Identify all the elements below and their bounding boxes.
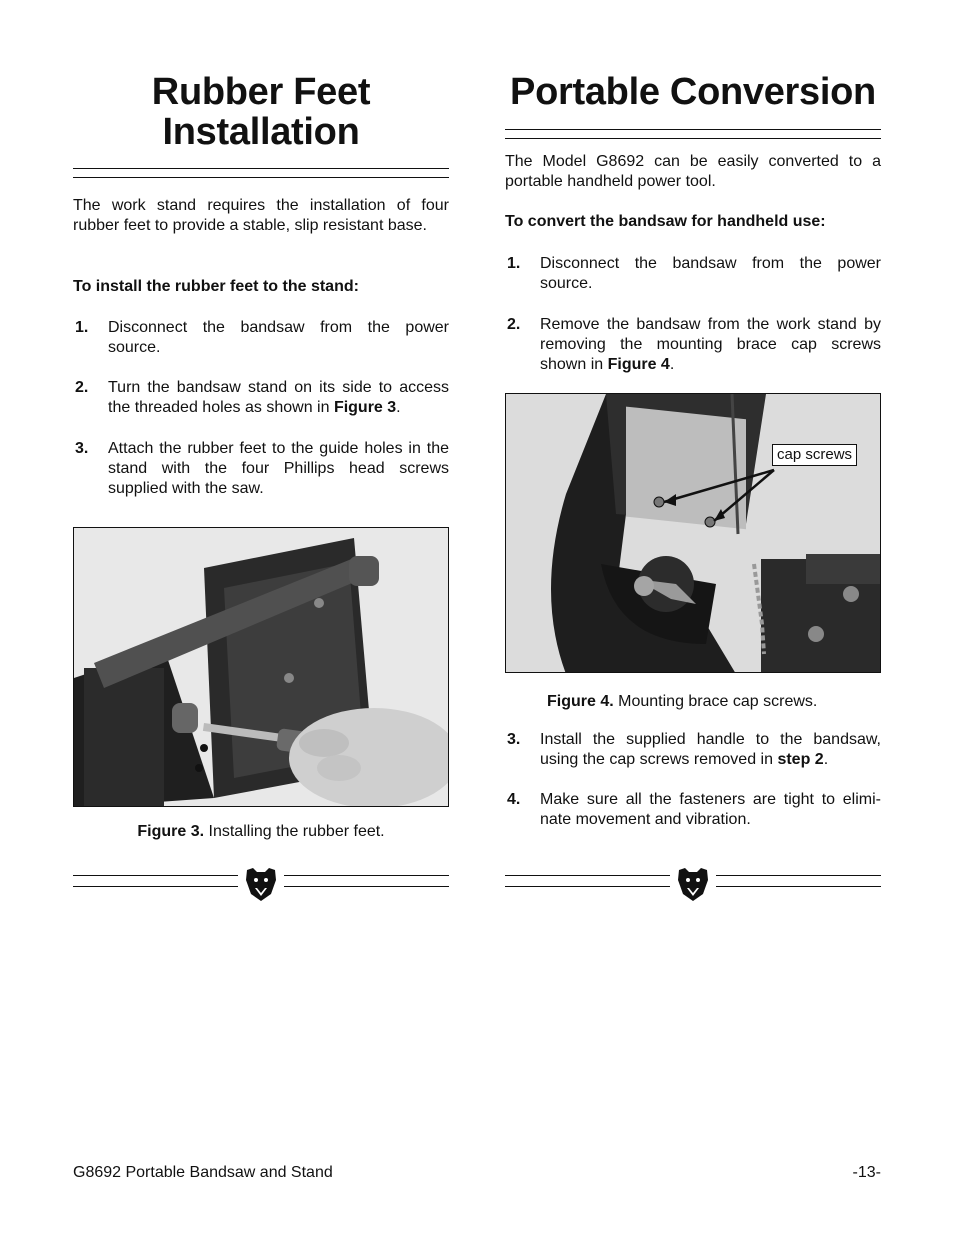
section-title-rubber-feet: Rubber Feet Installation: [151, 71, 371, 153]
title-rule: [73, 168, 449, 178]
intro-paragraph: The Model G8692 can be easily converted to a portable handheld power tool.: [505, 153, 881, 190]
bear-logo-icon: [675, 866, 711, 902]
step-item: 2. Remove the bandsaw from the work stand by removing the mounting brace cap screws shown in Figure 4.: [507, 316, 881, 373]
figure-3-photo: [73, 527, 449, 807]
step-item: 3. Attach the rubber feet to the guide holes in the stand with the four Phillips head screws supplied with the saw.: [75, 440, 449, 497]
subheading: To convert the bandsaw for handheld use:: [505, 213, 826, 230]
figure-4-photo: [505, 393, 881, 673]
section-title-portable-conversion: Portable Conversion: [510, 71, 876, 113]
cap-screws-callout: cap screws: [772, 444, 857, 466]
footer-title: G8692 Portable Bandsaw and Stand: [73, 1164, 333, 1181]
step-item: 4. Make sure all the fasteners are tight to elimi-nate movement and vibration.: [507, 791, 881, 828]
bear-logo-icon: [243, 866, 279, 902]
bandsaw-illustration: [506, 394, 881, 673]
subheading: To install the rubber feet to the stand:: [73, 278, 359, 295]
step-item: 3. Install the supplied handle to the bandsaw, using the cap screws removed in step 2.: [507, 731, 881, 768]
intro-paragraph: The work stand requires the installation of four rubber feet to provide a stable, slip resistant base.: [73, 197, 449, 234]
step-item: 1. Disconnect the bandsaw from the power source.: [75, 319, 449, 356]
page-number: -13-: [852, 1164, 881, 1181]
section-end-divider: [73, 866, 449, 900]
step-item: 2. Turn the bandsaw stand on its side to access the threaded holes as shown in Figure 3.: [75, 379, 449, 416]
step-item: 1. Disconnect the bandsaw from the power source.: [507, 255, 881, 292]
section-end-divider: [505, 866, 881, 900]
bandsaw-stand-illustration: [74, 528, 449, 807]
figure-4-caption: Figure 4. Mounting brace cap screws.: [547, 693, 818, 710]
title-rule: [505, 129, 881, 139]
figure-3-caption: Figure 3. Installing the rubber feet.: [137, 823, 385, 840]
